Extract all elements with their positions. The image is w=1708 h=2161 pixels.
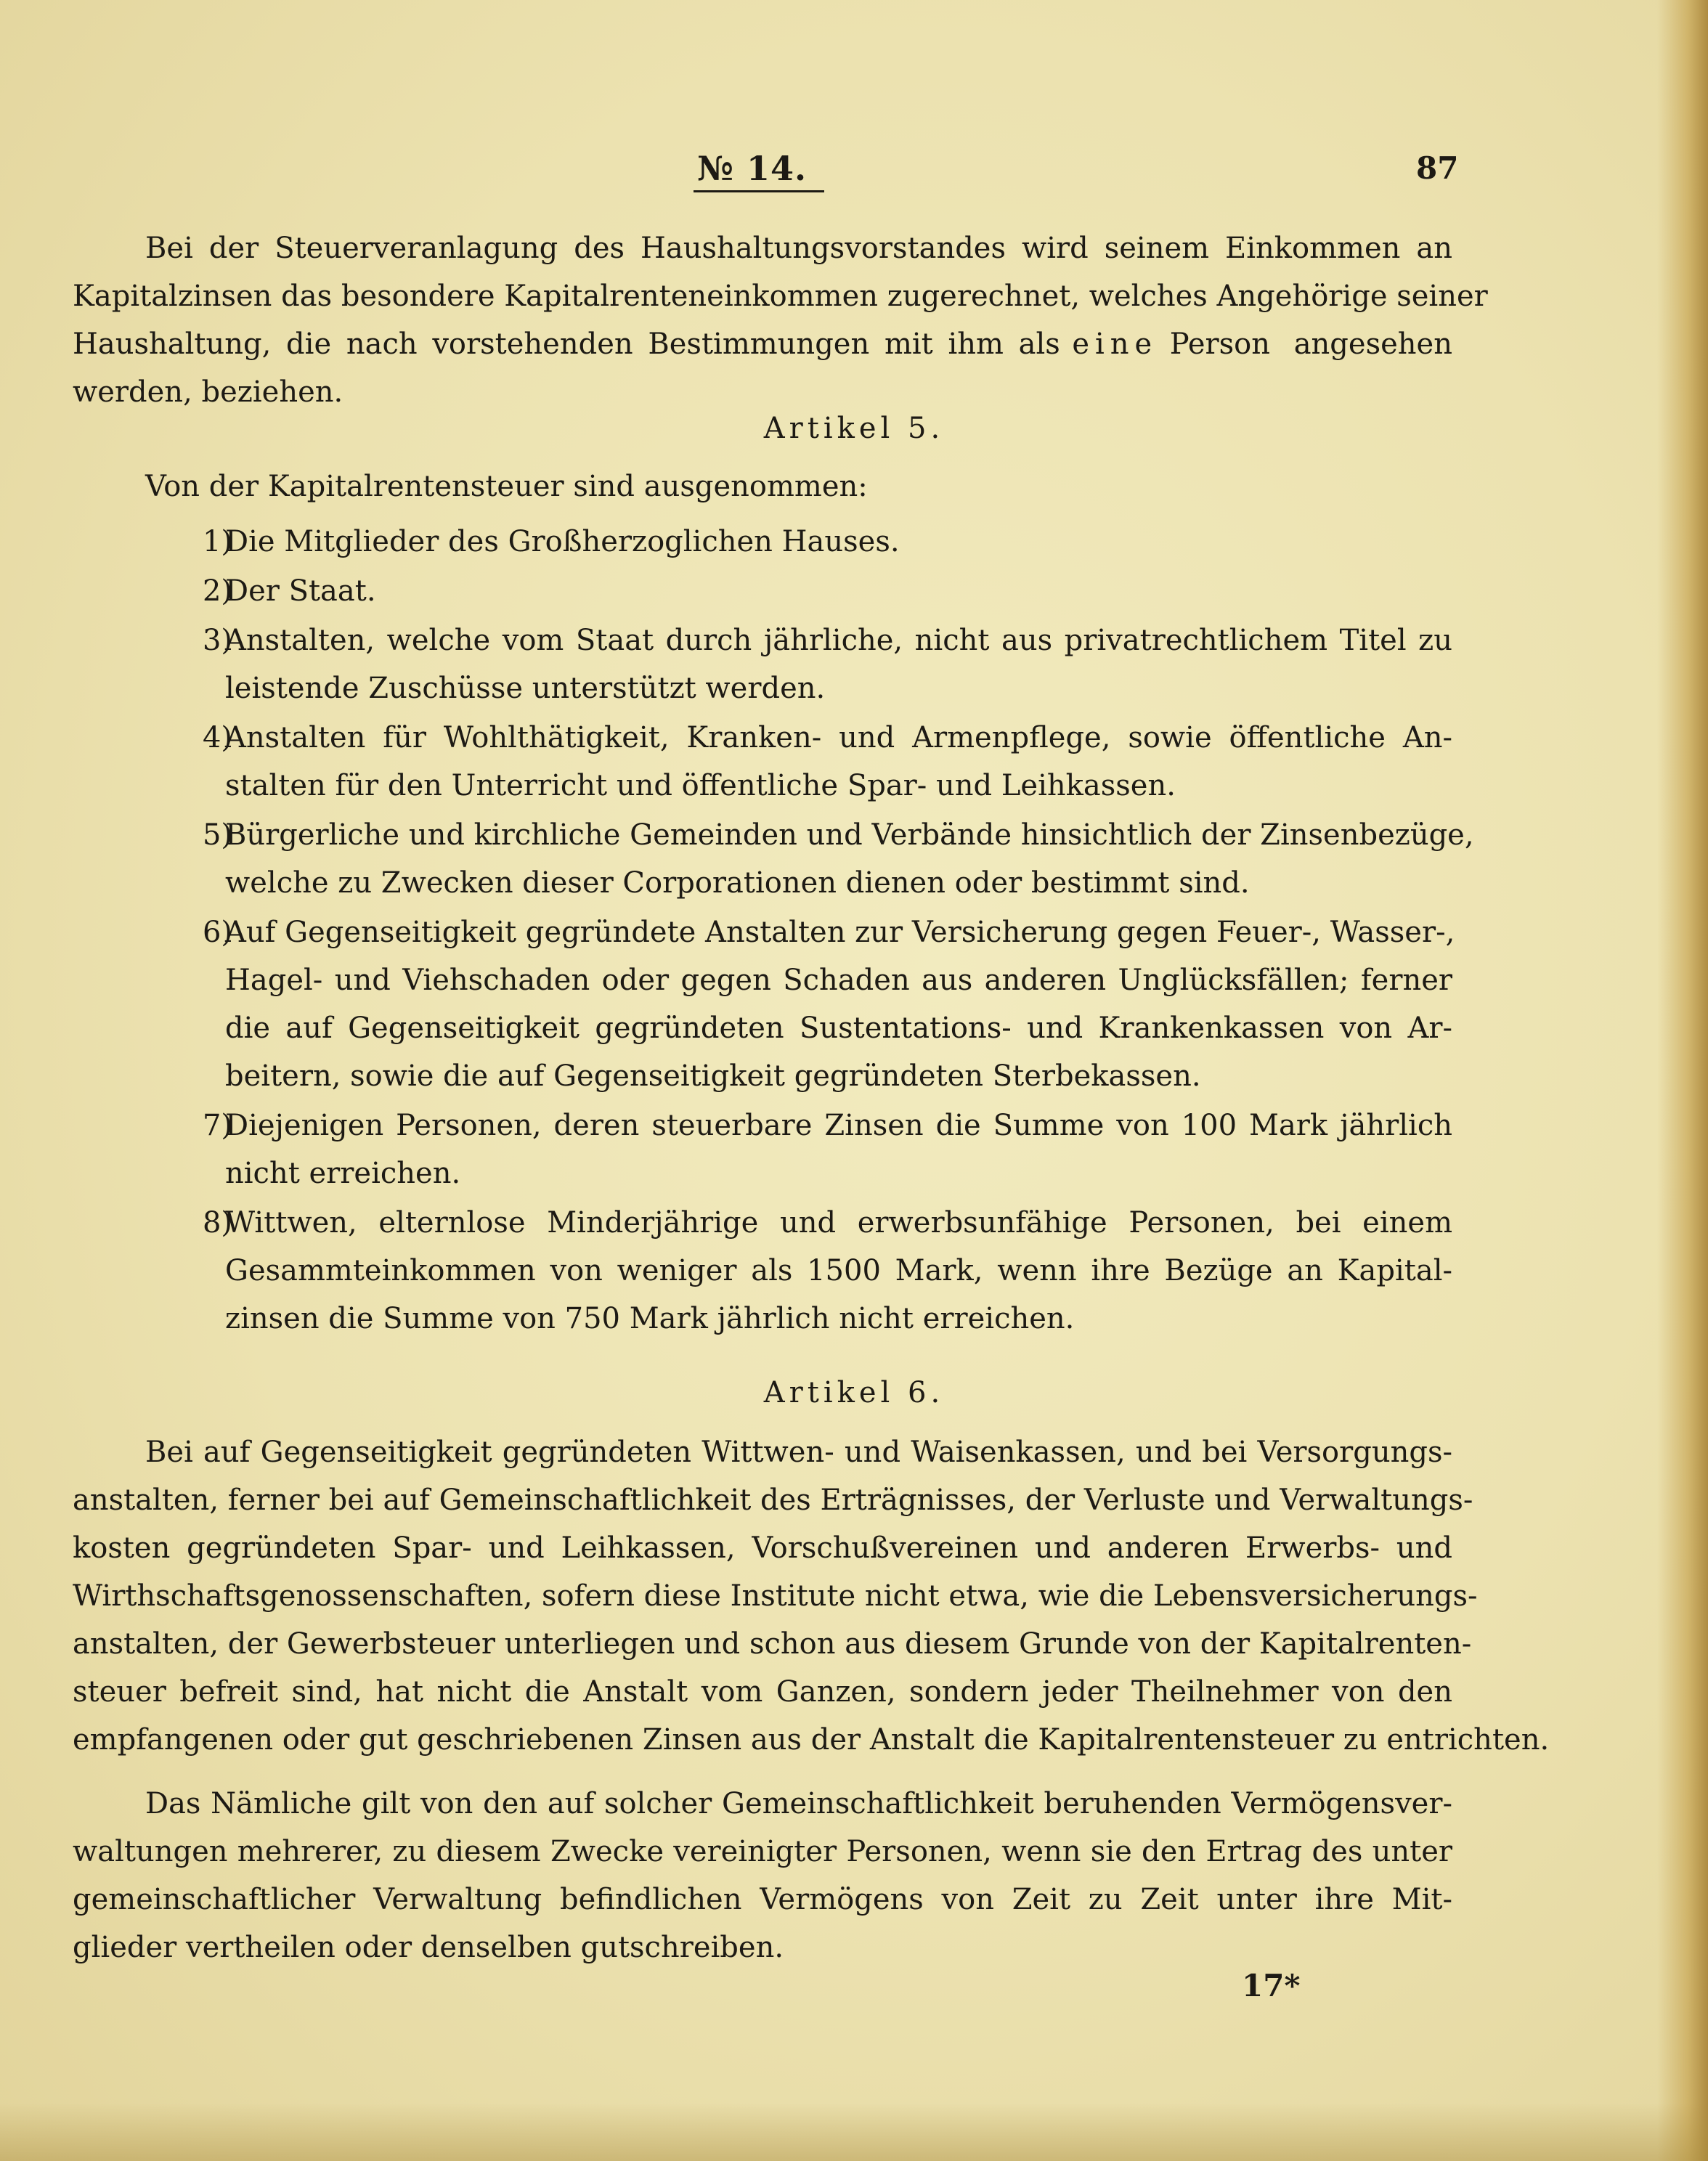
list-item-cont: stalten für den Unterricht und öffentliche Spar- und Leihkassen. [225,769,1176,802]
item-number: 3) [202,624,232,657]
paragraph-line: empfangenen oder gut geschriebenen Zinsen aus der Anstalt die Kapitalrentensteuer zu entrichten. [73,1723,1550,1757]
paragraph-line: kosten gegründeten Spar- und Leihkassen, Vorschußvereinen und anderen Erwerbs- und [73,1531,1452,1565]
list-item: Auf Gegenseitigkeit gegründete Anstalten zur Versicherung gegen Feuer-, Wasser-, [225,916,1455,949]
intro-line-part: Person angesehen [1169,327,1452,361]
emphasized-word: eine [1072,327,1158,361]
paragraph-line: gemeinschaftlicher Verwaltung befindlichen Vermögens von Zeit zu Zeit unter ihre Mit- [73,1883,1452,1916]
paragraph-line: anstalten, ferner bei auf Gemeinschaftlichkeit des Erträgnisses, der Verluste und Verwaltungs- [73,1484,1473,1517]
article-5-heading: Artikel 5. [763,412,945,445]
list-item: Der Staat. [225,574,376,608]
paragraph-line: Bei auf Gegenseitigkeit gegründeten Wittwen- und Waisenkassen, und bei Versorgungs- [145,1436,1452,1469]
issue-number-underline [694,190,824,192]
intro-line: werden, beziehen. [73,375,343,409]
item-number: 8) [202,1206,232,1240]
paragraph-line: Wirthschaftsgenossenschaften, sofern diese Institute nicht etwa, wie die Lebensversicherungs- [73,1579,1478,1613]
item-number: 2) [202,574,232,608]
intro-line: Kapitalzinsen das besondere Kapitalrenteneinkommen zugerechnet, welches Angehörige seiner [73,280,1488,313]
intro-line-part: Haushaltung, die nach vorstehenden Bestimmungen mit ihm als [73,327,1060,361]
paragraph-line: glieder vertheilen oder denselben gutschreiben. [73,1931,784,1964]
list-item-cont: Gesammteinkommen von weniger als 1500 Mark, wenn ihre Bezüge an Kapital- [225,1254,1452,1287]
page-bottom-shadow [0,2103,1708,2161]
list-item: Anstalten, welche vom Staat durch jährliche, nicht aus privatrechtlichem Titel zu [225,624,1452,657]
list-item-cont: leistende Zuschüsse unterstützt werden. [225,672,826,705]
paragraph-line: Das Nämliche gilt von den auf solcher Gemeinschaftlichkeit beruhenden Vermögensver- [145,1787,1452,1820]
article-5-lead: Von der Kapitalrentensteuer sind ausgenommen: [145,470,868,503]
page-edge-shadow [1657,0,1708,2161]
issue-number: № 14. [697,149,808,188]
item-number: 5) [202,818,232,852]
intro-line: Bei der Steuerveranlagung des Haushaltungsvorstandes wird seinem Einkommen an [145,232,1452,265]
list-item: Diejenigen Personen, deren steuerbare Zinsen die Summe von 100 Mark jährlich [225,1109,1452,1142]
paragraph-line: anstalten, der Gewerbsteuer unterliegen und schon aus diesem Grunde von der Kapitalrenten- [73,1627,1472,1661]
paragraph-line: steuer befreit sind, hat nicht die Anstalt vom Ganzen, sondern jeder Theilnehmer von den [73,1675,1452,1709]
list-item-cont: die auf Gegenseitigkeit gegründeten Sustentations- und Krankenkassen von Ar- [225,1012,1452,1045]
list-item-cont: nicht erreichen. [225,1157,461,1190]
list-item: Wittwen, elternlose Minderjährige und erwerbsunfähige Personen, bei einem [225,1206,1452,1240]
list-item: Bürgerliche und kirchliche Gemeinden und Verbände hinsichtlich der Zinsenbezüge, [225,818,1474,852]
paragraph-line: waltungen mehrerer, zu diesem Zwecke vereinigter Personen, wenn sie den Ertrag des unter [73,1835,1452,1868]
list-item-cont: zinsen die Summe von 750 Mark jährlich nicht erreichen. [225,1302,1075,1335]
intro-line-emphasis [73,327,1452,362]
list-item: Anstalten für Wohlthätigkeit, Kranken- und Armenpflege, sowie öffentliche An- [225,721,1452,754]
list-item-cont: welche zu Zwecken dieser Corporationen dienen oder bestimmt sind. [225,866,1250,900]
list-item-cont: beitern, sowie die auf Gegenseitigkeit gegründeten Sterbekassen. [225,1059,1201,1093]
item-number: 1) [202,525,232,558]
item-number: 6) [202,916,232,949]
signature-mark: 17* [1242,1968,1301,2003]
item-number: 4) [202,721,232,754]
page-number: 87 [1416,150,1459,186]
list-item-cont: Hagel- und Viehschaden oder gegen Schaden aus anderen Unglücksfällen; ferner [225,964,1452,997]
list-item: Die Mitglieder des Großherzoglichen Hauses. [225,525,900,558]
item-number: 7) [202,1109,232,1142]
article-6-heading: Artikel 6. [763,1376,945,1409]
